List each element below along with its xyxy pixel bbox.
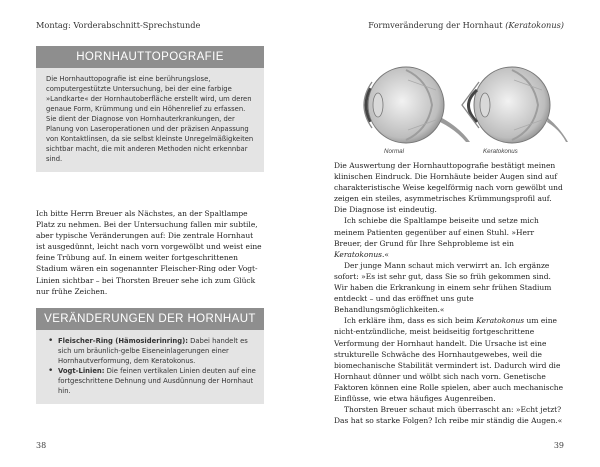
- paragraph: Ich bitte Herrn Breuer als Nächstes, an der Spaltlampe Platz zu nehmen. Bei der Untersuchung fallen mir subtile, aber typische Veränderungen auf: Die zentrale Hornhaut ist ausgedünnt, leicht nach vorn vorgewölbt und weist eine feine Trübung auf. In einem weiter fortgeschrittenen Stadium wären ein sogenannter Fleischer-Ring oder Vogt-Linien sichtbar – bei Thorsten Breuer sehe ich zum Glück nur frühe Zeichen.: [36, 209, 262, 296]
- bullet-text: Die feinen vertikalen Linien deuten auf eine fortgeschrittene Dehnung und Ausdünnung der Hornhaut hin.: [58, 367, 256, 395]
- italic-term: Keratokonus: [476, 316, 525, 326]
- paragraph: [334, 215, 564, 259]
- caption-keratokonus: Keratokonus: [483, 148, 518, 155]
- paragraph: [334, 315, 564, 404]
- header-text: Formveränderung der Hornhaut: [368, 20, 506, 30]
- bullet-item: [46, 366, 256, 396]
- bullet-term: Vogt-Linien:: [58, 367, 105, 375]
- page-number-left: 38: [36, 441, 47, 450]
- info-box-body: [36, 330, 264, 404]
- info-box-title: HORNHAUTTOPOGRAFIE: [36, 46, 264, 68]
- info-box-veraenderungen: [36, 308, 264, 404]
- info-box-text: Die Hornhauttopografie ist eine berührungslose, computergestützte Untersuchung, bei der eine farbige »Landkarte« der Hornhautoberfläche erstellt wird, um deren genaue Form, Krümmung und ein Höhenrelief zu erfassen. Sie dient der Diagnose von Hornhauterkrankungen, der Planung von Laseroperationen und der präzisen Anpassung von Kontaktlinsen, da sie selbst kleinste Unregelmäßigkeiten sichtbar macht, die mit anderen Methoden nicht erkennbar sind.: [46, 75, 254, 163]
- eye-cross-section-illustration: [348, 60, 568, 158]
- running-header-left: Montag: Vorderabschnitt-Sprechstunde: [36, 20, 201, 30]
- text-segment: Der junge Mann schaut mich verwirrt an. Ich ergänze sofort: »Es ist sehr gut, dass Sie so früh gekommen sind. Wir haben die Erkrankung in einem sehr frühen Stadium entdeckt – und das eröffnet uns gute Behandlungsmöglichkeiten.«: [334, 260, 552, 315]
- body-text-right: [334, 160, 564, 426]
- header-italic: (Keratokonus): [505, 20, 564, 30]
- text-segment: Ich erkläre ihm, dass es sich beim: [344, 316, 477, 326]
- text-segment: Die Auswertung der Hornhauttopografie bestätigt meinen klinischen Eindruck. Die Hornhäute beider Augen sind auf charakteristische Weise kegelförmig nach vorn gewölbt und zeigen ein steiles, asymmetrisches Krümmungsprofil auf. Die Diagnose ist eindeutig.: [334, 161, 563, 215]
- info-box-body: [36, 68, 264, 172]
- text-segment: Ich schiebe die Spaltlampe beiseite und setze mich meinem Patienten gegenüber auf einen Stuhl. »Herr Breuer, der Grund für Ihre Sehprobleme ist ein: [334, 216, 539, 248]
- paragraph: [334, 160, 564, 215]
- running-header-right: [368, 20, 564, 30]
- paragraph: [334, 260, 564, 315]
- text-segment: um eine nicht-entzündliche, meist beidseitig fortgeschrittene Verformung der Hornhaut handelt. Die Ursache ist eine strukturelle Schwäche des Hornhautgewebes, weil die biomechanische Stabilität vermindert ist. Dadurch wird die Hornhaut dünner und wölbt sich nach vorn. Genetische Faktoren können eine Rolle spielen, aber auch mechanische Einflüsse, wie etwa häufiges Augenreiben.: [334, 316, 564, 403]
- bullet-text: Dabei handelt es sich um bräunlich-gelbe Eiseneinlagerungen einer Hornhautverformung, dem Keratokonus.: [58, 337, 248, 365]
- keratokonus-eye-figure: [462, 67, 568, 143]
- text-segment: .«: [382, 249, 389, 259]
- italic-term: Keratokonus: [334, 249, 382, 259]
- text-segment: Thorsten Breuer schaut mich überrascht an: »Echt jetzt? Das hat so starke Folgen? Ich reibe mir ständig die Augen.«: [334, 405, 563, 426]
- body-text-left: [36, 208, 264, 297]
- info-box-hornhauttopografie: [36, 46, 264, 172]
- page-number-right: 39: [553, 441, 564, 450]
- caption-normal: Normal: [384, 148, 404, 155]
- normal-eye-figure: [364, 67, 470, 143]
- paragraph: [334, 404, 564, 426]
- bullet-list: [46, 336, 256, 396]
- info-box-title: VERÄNDERUNGEN DER HORNHAUT: [36, 308, 264, 330]
- bullet-term: Fleischer-Ring (Hämosiderinring):: [58, 337, 188, 345]
- bullet-item: [46, 336, 256, 366]
